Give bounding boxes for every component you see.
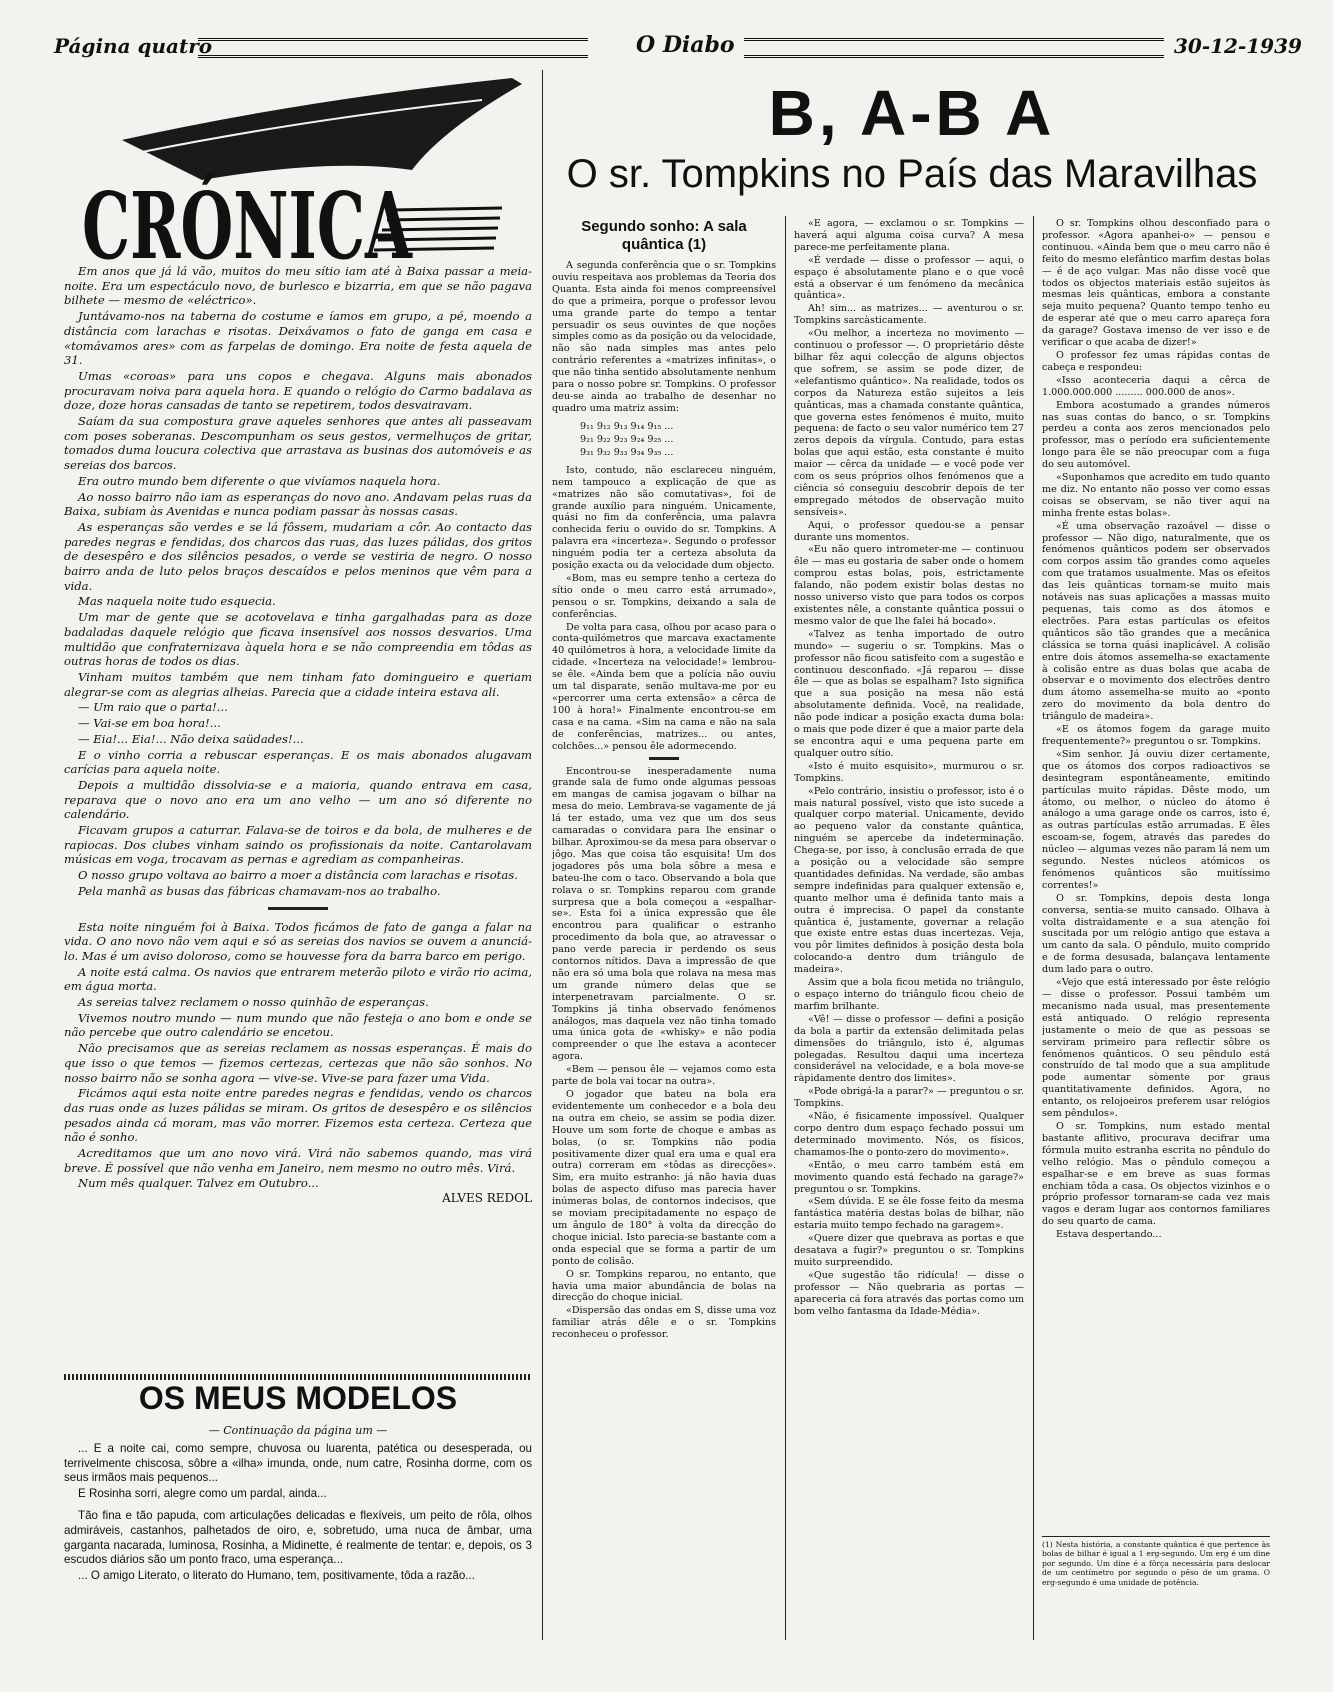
cronica-author: ALVES REDOL	[442, 1191, 532, 1206]
article-column-1: Segundo sonho: A sala quântica (1) A segunda conferência que o sr. Tompkins ouviu respeitava aos problemas da Teoria dos Quanta. Esta ainda foi menos compreensível do que a primeira, porque o professor levou uma grande parte do tempo a tentar persuadir os seus ouvintes de que noções simples como as da posição ou da velocidade, não são nada simples mas antes pelo contrário referentes a «matrizes infinitas», o que não tinha sentido absolutamente nenhum para o nosso pobre sr. Tompkins. O professor deu-se ainda ao trabalho de desenhar no quadro uma matriz assim: 9₁₁ 9₁₂ 9₁₃ 9₁₄ 9₁₅ ... 9₂₁ 9₂₂ 9₂₃ 9₂₄ 9₂₅ ... 9₃₁ 9₃₂ 9₃₃ 9₃₄ 9₃₅ ... Isto, contudo, não esclareceu ninguém, nem tampouco a explicação de que as «matrizes não são comutativas», foi de grande auxílio para ninguém. Unicamente, quási no fim da conferência, uma palavra conhecida feriu o ouvido do sr. Tompkins. A palavra era «incerteza». Segundo o professor ninguém podia ter a certeza absoluta da posição exacta ou da velocidade dum objecto. «Bom, mas eu sempre tenho a certeza do sítio onde o meu carro está arrumado», pensou o sr. Tompkins, deixando a sala de conferências. De volta para casa, olhou por acaso para o conta-quilómetros que marcava exactamente 40 quilómetros à hora, a velocidade limite da cidade. «Incerteza na velocidade!» lembrou-se êle. «Ainda bem que a polícia não ouviu um tal disparate, senão multava-me por eu «percorrer uma certa extensão» a cêrca de 100 à hora!» Finalmente encontrou-se em casa e na cama. «Sim na cama e não na sala de conferências, matrizes... ou antes, colchões...» pensou êle adormecendo. Encontrou-se inesperadamente numa grande sala de fumo onde algumas pessoas em mangas de camisa jogavam o bilhar na mesa do meio. Lembrava-se vagamente de já lá ter estado, uma vez que um dos seus camaradas o convidara para lhe ensinar o bilhar. Aproximou-se da mesa para observar o jôgo. Mas que coisa tão esquisita! Um dos jogadores pôs uma bola sôbre a mesa e bateu-lhe com o taco. Observando a bola que rolava o sr. Tompkins reparou com grande surpresa que a bola começou a «espalhar-se». Esta foi a única expressão que êle encontrou para qualificar o estranho procedimento da bola que, ao atravessar o pano verde parecia ir perdendo os seus contornos nítidos. Dava a impressão de que não era só uma bola que rolava na mesa mas um grande número delas que se interpenetravam parcialmente. O sr. Tompkins já tinha observado fenómenos análogos, mas daquela vez não tinha tomado uma única gota de «whisky» e não podia compreender o que lhe estava a acontecer agora. «Bem — pensou êle — vejamos como esta parte de bola vai tocar na outra». O jogador que bateu na bola era evidentemente um conhecedor e a bola deu na outra em cheio, se assim se podia dizer. Houve um som forte de choque e ambas as bolas, (o sr. Tompkins não podia positivamente dizer qual era uma e qual era outra) correram em «tôdas as direcções». Sim, era muito estranho: já não havia duas bolas de aspecto difuso mas parecia haver inúmeras bolas, de contornos indecisos, que se moviam precipitadamente no espaço de um ângulo de 180° à volta da direcção do choque inicial. Isto parecia-se bastante com a onda especial que se forma a partir de um ponto de colisão. O sr. Tompkins reparou, no entanto, que havia uma maior abundância de bolas na direcção do choque inicial. «Dispersão das ondas em S, disse uma voz familiar atrás dêle e o sr. Tompkins reconheceu o professor.	[552, 218, 776, 1341]
modelos-title: OS MEUS MODELOS	[138, 1380, 458, 1416]
cronica-title: CRÓNICA	[82, 172, 414, 262]
article-subtitle: O sr. Tompkins no País das Maravilhas	[566, 152, 1258, 196]
issue-date: 30-12-1939	[1174, 34, 1302, 58]
column-separator	[785, 216, 786, 1640]
masthead: O Diabo	[636, 32, 735, 58]
article-column-2: «E agora, — exclamou o sr. Tompkins — haverá aqui alguma coisa curva? A mesa parece-me perfeitamente plana. «É verdade — disse o professor — aqui, o espaço é absolutamente plano e o que você está a observar é um fenómeno da mecânica quântica». Ah! sim... as matrizes... — aventurou o sr. Tompkins sarcàsticamente. «Ou melhor, a incerteza no movimento — continuou o professor —. O proprietário dêste bilhar fêz aqui colecção de alguns objectos que sofrem, se assim se pode dizer, de «elefantismo quântico». Na realidade, todos os corpos da Natureza estão sujeitos a leis quânticas, mas a chamada constante quântica, que governa estes fenómenos é muito, muito pequena: de facto o seu valor numérico tem 27 zeros depois da vírgula. Contudo, para estas bolas que aqui estão, esta constante é muito maior — cêrca da unidade — e você pode ver com os seus próprios olhos fenómenos que a ciência só conseguiu descobrir depois de ter empregado métodos de observação muito sensíveis». Aqui, o professor quedou-se a pensar durante uns momentos. «Eu não quero intrometer-me — continuou êle — mas eu gostaria de saber onde o homem comprou estas bolas, pois, estrictamente falando, não podem existir bolas destas no nosso universo visto que para todos os corpos existentes nêle, a constante quântica possui o mesmo valor de que lhe falei há bocado». «Talvez as tenha importado de outro mundo» — sugeriu o sr. Tompkins. Mas o professor não ficou satisfeito com a sugestão e continuou desconfiado. «Já reparou — disse êle — que as bolas se espalham? Isto significa que a sua posição na mesa não está absolutamente definida. Você, na realidade, não pode indicar a posição exacta duma bola: o mais que pode dizer é que a maior parte dela se encontra aqui e uma pequena parte em qualquer outro sítio. «Isto é muito esquisito», murmurou o sr. Tompkins. «Pelo contrário, insistiu o professor, isto é o mais natural possível, visto que isto sucede a qualquer corpo material. Unicamente, devido ao pequeno valor da constante quântica, ninguém se apercebe da indeterminação. Chega-se, por isso, à conclusão errada de que a posição ou a velocidade são sempre quantidades definidas. Na verdade, são ambas sempre indefinidas para qualquer extensão e, quanto melhor uma é definida tanto mais a outra é imprecisa. O papel da constante quântica é, justamente, governar a relação que existe entre estas duas incertezas. Veja, vou pôr limites definidos à posição desta bola colocando-a dentro dum triângulo de madeira». Assim que a bola ficou metida no triângulo, o espaço interno do triângulo ficou cheio de marfim brilhante. «Vê! — disse o professor — defini a posição da bola a partir da extensão delimitada pelas dimensões do triângulo, isto é, algumas polegadas. Resultou daqui uma incerteza considerável na velocidade, e a bola move-se ràpidamente dentro dos limites». «Pode obrigá-la a parar?» — preguntou o sr. Tompkins. «Não, é fisicamente impossível. Qualquer corpo dentro dum espaço fechado possui um determinado movimento. Nós, os físicos, chamamos-lhe o ponto-zero do movimento». «Então, o meu carro também está em movimento quando está fechado na garage?» preguntou o sr. Tompkins. «Sem dúvida. E se êle fosse feito da mesma fantástica matéria destas bolas de bilhar, não estaria muito tempo fechado na garagem». «Quere dizer que quebrava as portas e que desatava a fugir?» preguntou o sr. Tompkins muito surpreendido. «Que sugestão tão ridícula! — disse o professor — Não quebraria as portas — apareceria cá fora através das portas como um bom velho fantasma da Idade-Média».	[794, 218, 1024, 1317]
cronica-banner-illustration	[82, 70, 522, 262]
page-number: Página quatro	[54, 34, 213, 58]
modelos-column: ... E a noite cai, como sempre, chuvosa ou luarenta, patética ou desesperada, ou terrivelmente chiscosa, sôbre a «ilha» imunda, onde, num catre, Rosinha dorme, com os seus irmãos mais pequenos... E Rosinha sorri, alegre como um pardal, ainda... Tão fina e tão papuda, com articulações delicadas e flexíveis, um peito de rôla, olhos admiráveis, castanhos, palhetados de oiro, e, sobretudo, uma nuca de âmbar, uma garganta nacarada, luminosa, Rosinha, a Midinette, é realmente de tentar: e, depois, os 3 escudos diários são um ponto fraco, uma esperança... ... O amigo Literato, o literato do Humano, tem, positivamente, tôda a razão...	[64, 1442, 532, 1582]
section-ornament	[268, 907, 328, 910]
modelos-continuation: — Continuação da página um —	[208, 1424, 388, 1437]
article-title: B, A-B A	[768, 77, 1056, 149]
article-column-3: O sr. Tompkins olhou desconfiado para o professor. «Agora apanhei-o» — pensou e continuou. «Ainda bem que o meu carro não é feito do mesmo elefântico marfim destas bolas — é de aço vulgar. Mas não disse você que todos os objectos materiais estão sujeitos às mesmas leis quânticas, embora a constante seja muito pequena? Quanto tempo tenho eu de esperar até que o meu carro apareça fora da garage? Gostava imenso de ver isso e de verificar o que acaba de dizer!» O professor fez umas rápidas contas de cabeça e respondeu: «Isso aconteceria daqui a cêrca de 1.000.000.000 ......... 000.000 de anos». Embora acostumado a grandes números nas suas contas do banco, o sr. Tompkins perdeu a conta aos zeros mencionados pelo professor, mas o período era suficientemente longo para êle se não preocupar com a fuga do seu automóvel. «Suponhamos que acredito em tudo quanto me diz. No entanto não posso ver como essas coisas se observam, se não tiver aqui na minha frente estas bolas». «É uma observação razoável — disse o professor — Não digo, naturalmente, que os fenómenos quânticos podem ser observados com corpos assim tão grandes como aqueles com que tratamos usualmente. Mas os efeitos das leis quânticas tornam-se muito mais notáveis nas suas aplicações a massas muito pequenas, tais como as dos átomos e electrões. Para estas partículas os efeitos quânticos são tão grandes que a mecânica clássica se torna quási inaplicável. A colisão entre dois átomos assemelha-se exactamente à colisão entre as duas bolas que acaba de observar e o movimento dos electrões dentro dum átomo assemelha-se muito ao «ponto zero do movimento da bola dentro do triângulo de madeira». «E os átomos fogem da garage muito frequentemente?» preguntou o sr. Tompkins. «Sim senhor. Já ouviu dizer certamente, que os átomos dos corpos radioactivos se desintegram espontâneamente, emitindo partículas muito rápidas. Dêste modo, um átomo, ou melhor, o núcleo do átomo é análogo a uma garage onde os carros, isto é, as outras partículas estão arrumadas. E êles escoam-se, fogem, através das paredes do núcleo — algumas vezes não param lá nem um segundo. Nestes núcleos atómicos os fenómenos quânticos são muitíssimo correntes!» O sr. Tompkins, depois desta longa conversa, sentia-se muito cansado. Olhava à volta distraìdamente e a sua atenção foi suscitada por um relógio antigo que estava a um canto da sala. O pêndulo, muito comprido e de forma desusada, balançava lentamente dum lado para o outro. «Vejo que está interessado por êste relógio — disse o professor. Possui também um mecanismo nada usual, mas presentemente está antiquado. O relógio representa justamente o meio de que as pessoas se serviram primeiro para reflectir sôbre os fenómenos quânticos. O seu pêndulo está construído de tal modo que a sua amplitude pode aumentar sòmente por graus quantitativamente definidos. Agora, no entanto, os relojoeiros preferem usar relógios sem pêndulos». O sr. Tompkins, num estado mental bastante aflitivo, procurava decifrar uma fórmula muito estranha escrita no pêndulo do velho relógio. Mas o pêndulo começou a espalhar-se e em breve as suas formas enchiam tôda a casa. Os objectos vizinhos e o próprio professor tornaram-se cada vez mais vagos e deram lugar aos contornos familiares do seu quarto de cama. Estava despertando...	[1042, 218, 1270, 1241]
section-title: Segundo sonho: A sala quântica (1)	[581, 218, 747, 253]
section-ornament	[649, 757, 679, 760]
header-rule-right	[744, 38, 1164, 58]
cronica-column: Em anos que já lá vão, muitos do meu sítio iam até à Baixa passar a meia-noite. Era um espectáculo novo, de burlesco e bizarria, em que se não pagava bilhete — mesmo de «eléctrico». Juntávamo-nos na taberna do costume e íamos em grupo, a pé, moendo a distância com larachas e risotas. Deixávamos o fato de ganga em casa e «tomávamos ares» com as farpelas de domingo. Era noite de festa aquela de 31. Umas «coroas» para uns copos e chegava. Alguns mais abonados procuravam noiva para aquela hora. E quando o relógio do Carmo badalava as doze, doze horas cansadas de tanto se repetirem, todos desvairavam. Saíam da sua compostura grave aqueles senhores que antes ali passeavam com poses soberanas. Descompunham os seus gestos, vermelhuços de gritar, tomados duma loucura colectiva que arrastava as businas dos automóveis e as sereias dos barcos. Era outro mundo bem diferente o que vivíamos naquela hora. Ao nosso bairro não iam as esperanças do novo ano. Andavam pelas ruas da Baixa, subiam às Avenidas e nunca podiam passar às nossas casas. As esperanças são verdes e se lá fôssem, mudariam a côr. Ao contacto das paredes negras e fendidas, dos charcos das ruas, das luzes pálidas, dos gritos de desespêro e dos silêncios pesados, o verde se vestiria de negro. O nosso bairro anda de luto pelos braços descaídos e pelos meninos que vêm para a vida. Mas naquela noite tudo esquecia. Um mar de gente que se acotovelava e tinha gargalhadas para as doze badaladas daquele relógio que ficava insensível aos nossos desvarios. Uma multidão que confraternizava àquela hora e se não compreendia em tôdas as outras horas de todos os dias. Vinham muitos também que nem tinham fato domingueiro e queriam alegrar-se com as alegrias alheias. Parecia que a cidade inteira estava ali. — Um raio que o parta!... — Vai-se em boa hora!... — Eia!... Eia!... Não deixa saüdades!... E o vinho corria a rebuscar esperanças. E os mais abonados alugavam carícias para aquela noite. Depois a multidão dissolvia-se e a maioria, quando entrava em casa, reparava que o novo ano era um ano velho — um ano só diferente no calendário. Ficavam grupos a caturrar. Falava-se de toiros e da bola, de mulheres e de rapiocas. Dos clubes vinham saindo os profissionais da noite. Cantarolavam músicas em voga, trocavam as pernas e agrediam as companheiras. O nosso grupo voltava ao bairro a moer a distância com larachas e risotas. Pela manhã as busas das fábricas chamavam-nos ao trabalho. Esta noite ninguém foi à Baixa. Todos ficámos de fato de ganga a falar na vida. O ano novo não vem aqui e só as sereias dos navios se ouvem a anunciá-lo. Mas é um aviso doloroso, como se houvesse fora da barra barco em perigo. A noite está calma. Os navios que entrarem meterão piloto e virão rio acima, em água morta. As sereias talvez reclamem o nosso quinhão de esperanças. Vivemos noutro mundo — num mundo que não festeja o ano bom e onde se não percebe que outro calendário se encetou. Não precisamos que as sereias reclamem as nossas esperanças. É mais do que isso o que temos — fizemos certezas, certezas que não são sonhos. No nosso bairro não se sonha agora — vive-se. Vive-se para fazer uma Vida. Ficámos aqui esta noite entre paredes negras e fendidas, vendo os charcos das ruas onde as luzes pálidas se miram. Os gritos de desespêro e os silêncios pesados ainda cá moram, mas vão morrer. Fizemos esta certeza. Certeza que não é sonho. Acreditamos que um ano novo virá. Virá não sabemos quando, mas virá breve. É possível que não venha em Janeiro, nem mesmo no outro mês. Virá. Num mês qualquer. Talvez em Outubro... ALVES REDOL	[64, 264, 532, 1206]
column-separator	[542, 70, 543, 1640]
matrix: 9₁₁ 9₁₂ 9₁₃ 9₁₄ 9₁₅ ... 9₂₁ 9₂₂ 9₂₃ 9₂₄ 9₂₅ ... 9₃₁ 9₃₂ 9₃₃ 9₃₄ 9₃₅ ...	[580, 420, 674, 458]
footnote: (1) Nesta história, a constante quântica é que pertence às bolas de bilhar é igual a 1 erg-segundo. Um erg é um dine por segundo. Um dine é a fôrça necessária para deslocar de um centímetro por segundo o pêso de um grama. O erg-segundo é uma unidade de potência.	[1042, 1536, 1270, 1587]
column-separator	[1033, 216, 1034, 1640]
header-rule-left	[198, 38, 588, 58]
